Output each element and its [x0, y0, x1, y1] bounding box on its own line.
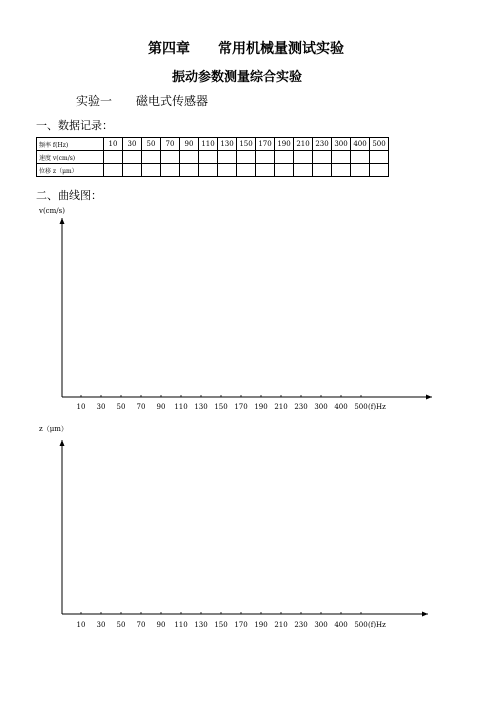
x-tick-label: 400: [334, 621, 348, 629]
section-curve-graph: 二、曲线图：: [36, 189, 102, 202]
freq-cell: 90: [180, 138, 199, 151]
row-label-displacement: 位移 z（μm）: [37, 164, 104, 177]
x-axis-arrow: [422, 612, 428, 617]
freq-cell: 10: [104, 138, 123, 151]
x-tick-label: 50: [116, 621, 126, 629]
x-tick-label: 230: [294, 403, 308, 411]
x-axis-label: (f)Hz: [368, 403, 386, 411]
x-tick-label: 130: [194, 621, 208, 629]
x-tick-label: 10: [76, 621, 86, 629]
x-tick-label: 170: [234, 403, 248, 411]
x-tick-label: 170: [234, 621, 248, 629]
freq-cell: 210: [294, 138, 313, 151]
x-tick-label: 30: [96, 621, 106, 629]
freq-cell: 70: [161, 138, 180, 151]
freq-cell: 130: [218, 138, 237, 151]
x-axis-arrow: [426, 395, 432, 400]
freq-cell: 400: [351, 138, 370, 151]
x-tick-label: 500: [354, 403, 368, 411]
freq-cell: 50: [142, 138, 161, 151]
freq-cell: 190: [275, 138, 294, 151]
freq-cell: 30: [123, 138, 142, 151]
x-tick-label: 230: [294, 621, 308, 629]
x-tick-label: 90: [156, 403, 166, 411]
section-data-record: 一、数据记录：: [36, 119, 113, 132]
x-tick-label: 150: [214, 403, 228, 411]
displacement-chart: [60, 440, 429, 629]
freq-cell: 110: [199, 138, 218, 151]
freq-cell: 150: [237, 138, 256, 151]
freq-cell: 300: [332, 138, 351, 151]
x-tick-label: 70: [136, 403, 146, 411]
y-axis-arrow: [60, 218, 65, 224]
y-axis-arrow: [60, 440, 65, 446]
x-tick-label: 10: [76, 403, 86, 411]
x-tick-label: 130: [194, 403, 208, 411]
x-axis-label: (f)Hz: [368, 621, 386, 629]
chapter-title: 第四章 常用机械量测试实验: [148, 41, 344, 57]
experiment-heading: 实验一 磁电式传感器: [76, 94, 209, 108]
freq-cell: 500: [370, 138, 389, 151]
row-label-velocity: 速度 v(cm/s): [37, 151, 104, 164]
x-tick-label: 90: [156, 621, 166, 629]
chart1-ylabel: v(cm/s): [39, 207, 65, 215]
row-label-frequency: 频率 f(Hz): [37, 138, 104, 151]
x-tick-label: 50: [116, 403, 126, 411]
x-tick-label: 190: [254, 621, 268, 629]
freq-cell: 230: [313, 138, 332, 151]
x-tick-label: 210: [274, 621, 288, 629]
velocity-chart: [60, 218, 433, 411]
x-tick-label: 400: [334, 403, 348, 411]
x-tick-label: 500: [354, 621, 368, 629]
x-tick-label: 300: [314, 621, 328, 629]
x-tick-label: 110: [174, 403, 188, 411]
freq-cell: 170: [256, 138, 275, 151]
x-tick-label: 150: [214, 621, 228, 629]
x-tick-label: 210: [274, 403, 288, 411]
x-tick-label: 300: [314, 403, 328, 411]
x-tick-label: 110: [174, 621, 188, 629]
x-tick-label: 30: [96, 403, 106, 411]
experiment-subtitle: 振动参数测量综合实验: [172, 70, 303, 85]
x-tick-label: 190: [254, 403, 268, 411]
x-tick-label: 70: [136, 621, 146, 629]
chart2-ylabel: z（μm）: [39, 425, 68, 433]
